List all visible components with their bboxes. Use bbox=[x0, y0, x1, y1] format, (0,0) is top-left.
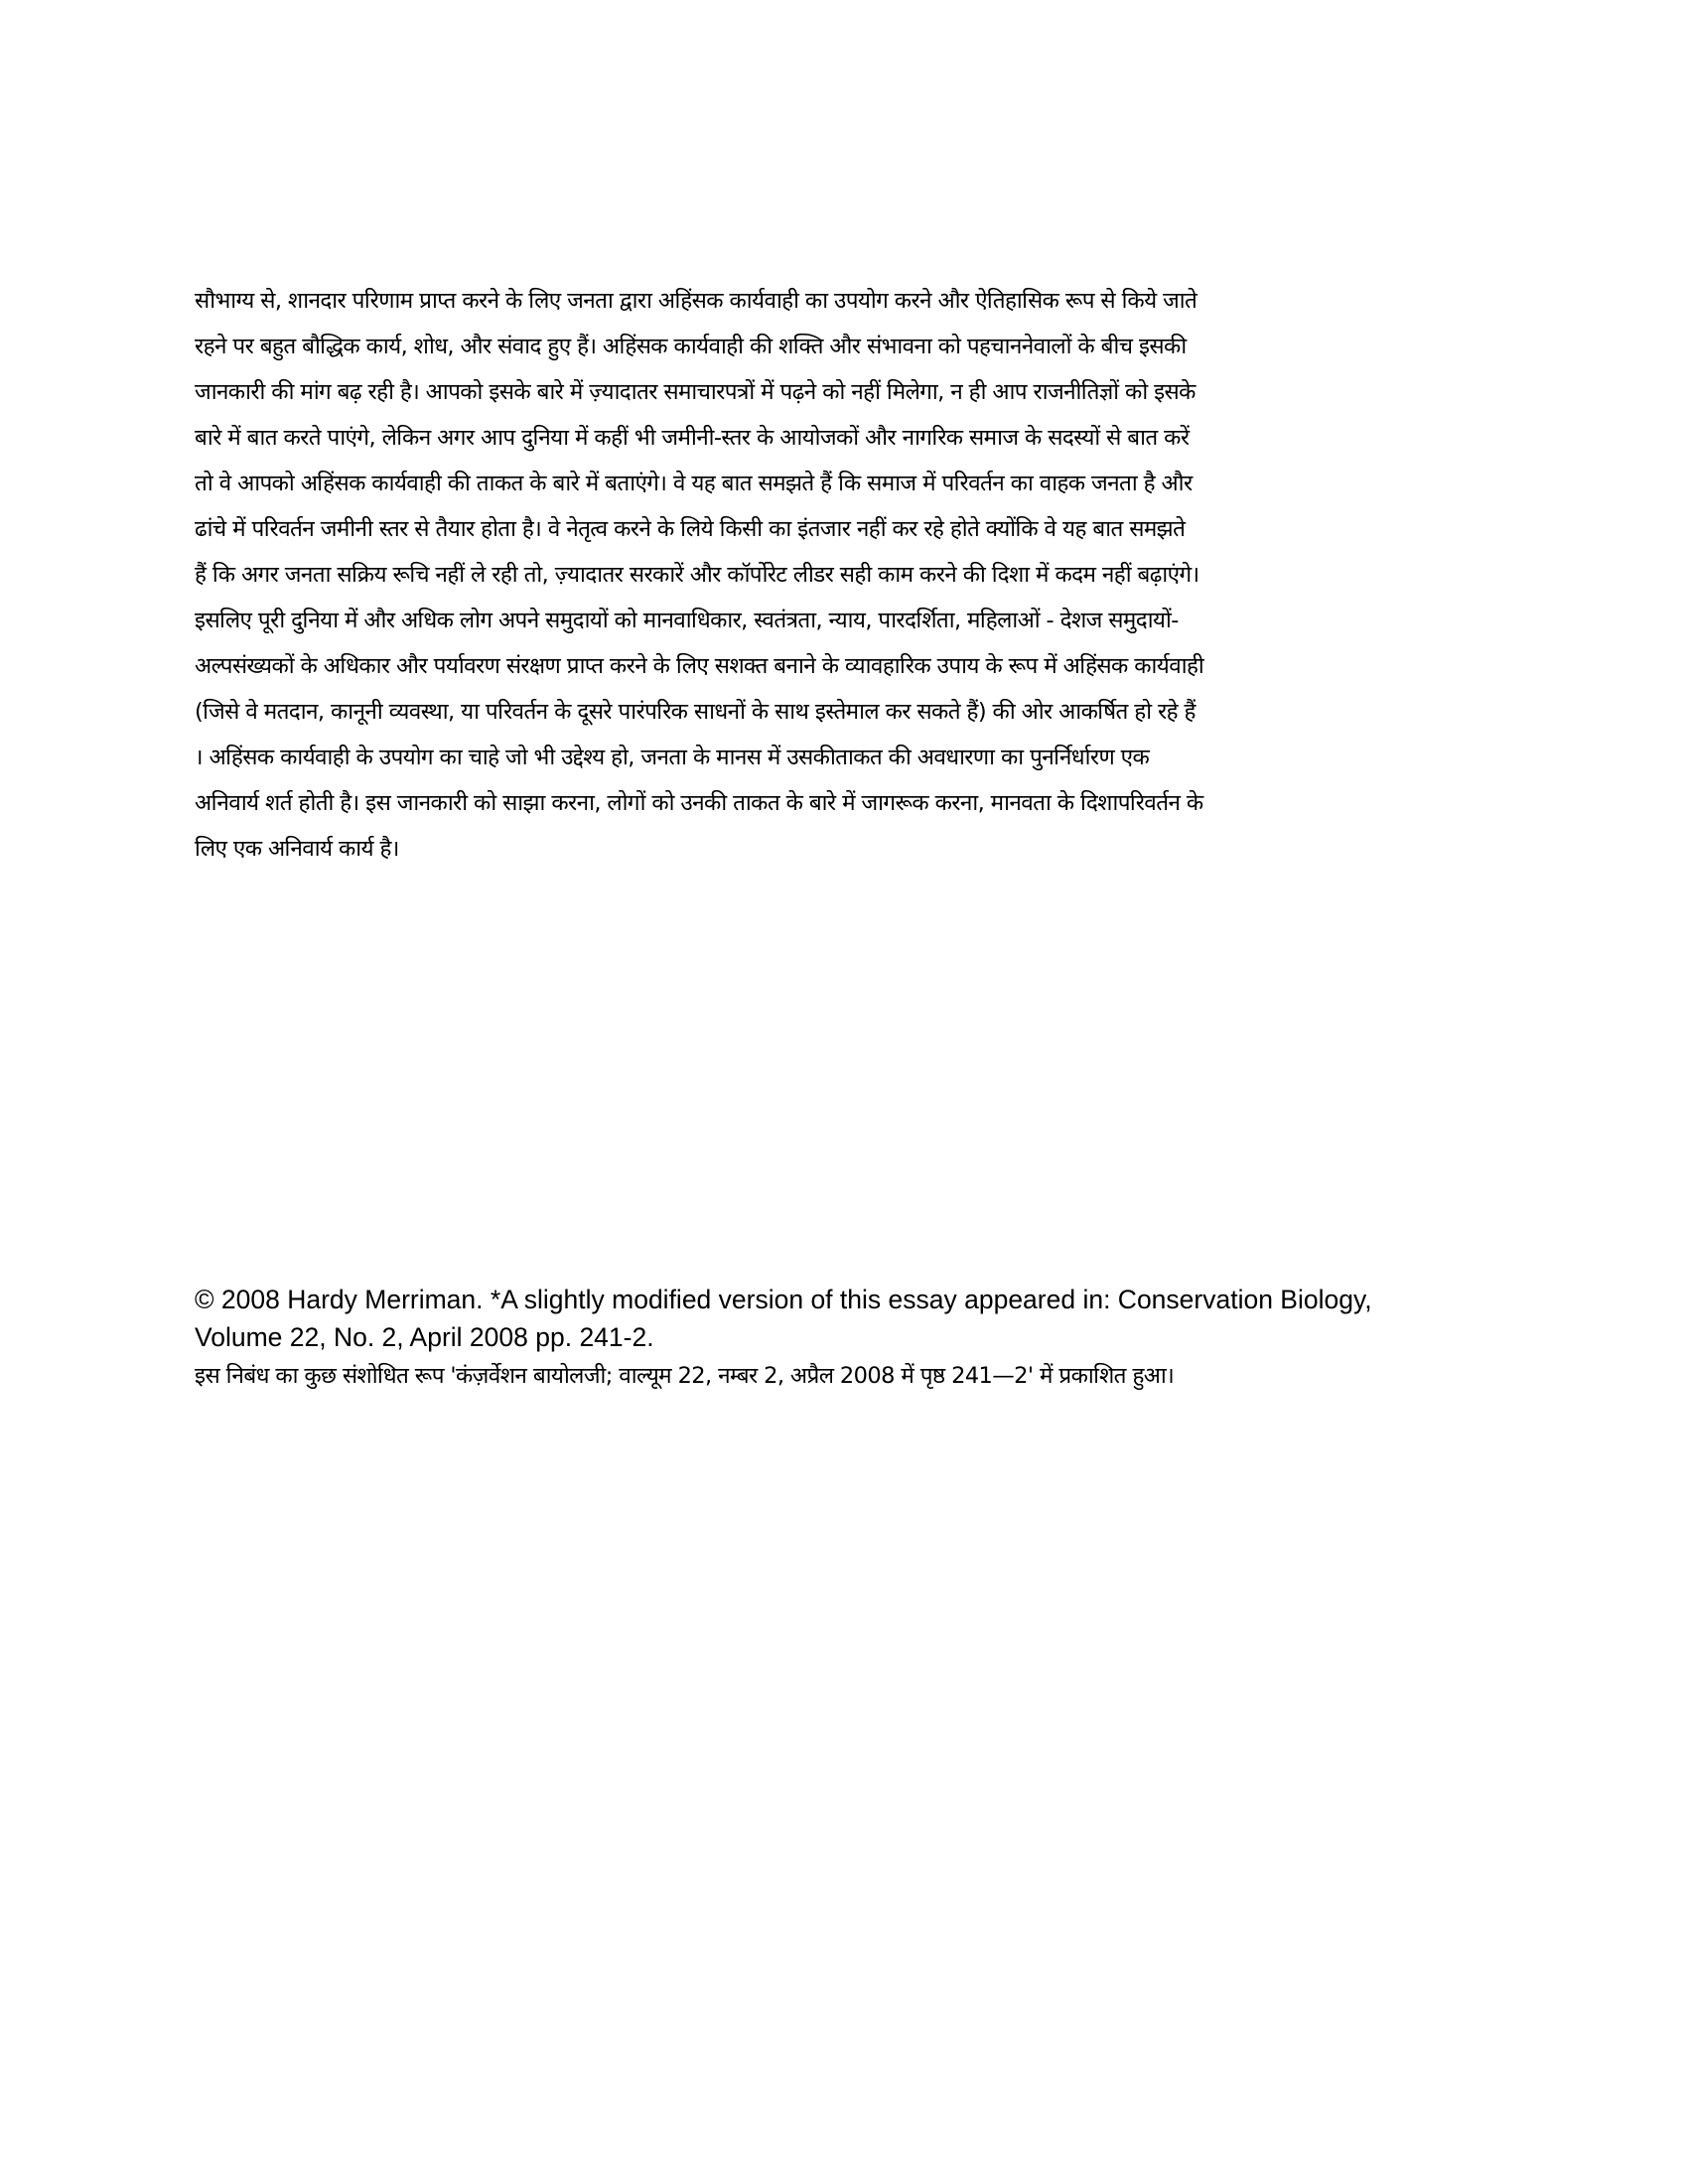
paragraph-line: तो वे आपको अहिंसक कार्यवाही की ताकत के बारे में बताएंगे। वे यह बात समझते हैं कि समाज में परिवर्तन का वाहक जनता है और bbox=[195, 471, 1193, 496]
paragraph-line: सौभाग्य से, शानदार परिणाम प्राप्त करने के लिए जनता द्वारा अहिंसक कार्यवाही का उपयोग करने और ऐतिहासिक रूप से किये जाते bbox=[195, 288, 1197, 314]
paragraph-line: लिए एक अनिवार्य कार्य है। bbox=[195, 836, 399, 862]
paragraph-line: इसलिए पूरी दुनिया में और अधिक लोग अपने समुदायों को मानवाधिकार, स्वतंत्रता, न्याय, पारदर्शिता, महिलाओं - देशज समुदायों- bbox=[195, 608, 1179, 633]
copyright-line: Volume 22, No. 2, April 2008 pp. 241-2. bbox=[195, 1322, 654, 1352]
paragraph-line: हैं कि अगर जनता सक्रिय रूचि नहीं ले रही तो, ज़्यादातर सरकारें और कॉर्पोरेट लीडर सही काम करने की दिशा में कदम नहीं बढ़ाएंगे। bbox=[195, 562, 1199, 588]
paragraph-line: बारे में बात करते पाएंगे, लेकिन अगर आप दुनिया में कहीं भी जमीनी-स्तर के आयोजकों और नागरिक समाज के सदस्यों से बात करें bbox=[195, 425, 1190, 451]
paragraph-line: अनिवार्य शर्त होती है। इस जानकारी को साझा करना, लोगों को उनकी ताकत के बारे में जागरूक करना, मानवता के दिशापरिवर्तन के bbox=[195, 790, 1203, 816]
paragraph-line: जानकारी की मांग बढ़ रही है। आपको इसके बारे में ज़्यादातर समाचारपत्रों में पढ़ने को नहीं मिलेगा, न ही आप राजनीतिज्ञों को इसके bbox=[195, 379, 1196, 405]
copyright-footer bbox=[195, 1281, 1505, 1396]
paragraph-line: (जिसे वे मतदान, कानूनी व्यवस्था, या परिवर्तन के दूसरे पारंपरिक साधनों के साथ इस्तेमाल कर सकते हैं) की ओर आकर्षित हो रहे हैं bbox=[195, 699, 1196, 725]
paragraph-line: ढांचे में परिवर्तन जमीनी स्तर से तैयार होता है। वे नेतृत्व करने के लिये किसी का इंतजार नहीं कर रहे होते क्योंकि वे यह बात समझते bbox=[195, 516, 1186, 542]
hindi-publication-note: इस निबंध का कुछ संशोधित रूप 'कंज़र्वेशन बायोलजी; वाल्यूम 22, नम्बर 2, अप्रैल 2008 में पृष्ठ 241—2' में प्रकाशित हुआ। bbox=[195, 1363, 1175, 1389]
copyright-line: © 2008 Hardy Merriman. *A slightly modified version of this essay appeared in: Conservation Biology, bbox=[195, 1285, 1372, 1314]
paragraph-line: अल्पसंख्यकों के अधिकार और पर्यावरण संरक्षण प्राप्त करने के लिए सशक्त बनाने के व्यावहारिक उपाय के रूप में अहिंसक कार्यवाही bbox=[195, 653, 1204, 679]
paragraph-line: । अहिंसक कार्यवाही के उपयोग का चाहे जो भी उद्देश्य हो, जनता के मानस में उसकीताकत की अवधारणा का पुनर्निर्धारण एक bbox=[195, 745, 1150, 770]
essay-paragraph bbox=[195, 278, 1505, 872]
paragraph-line: रहने पर बहुत बौद्धिक कार्य, शोध, और संवाद हुए हैं। अहिंसक कार्यवाही की शक्ति और संभावना को पहचाननेवालों के बीच इसकी bbox=[195, 334, 1187, 359]
